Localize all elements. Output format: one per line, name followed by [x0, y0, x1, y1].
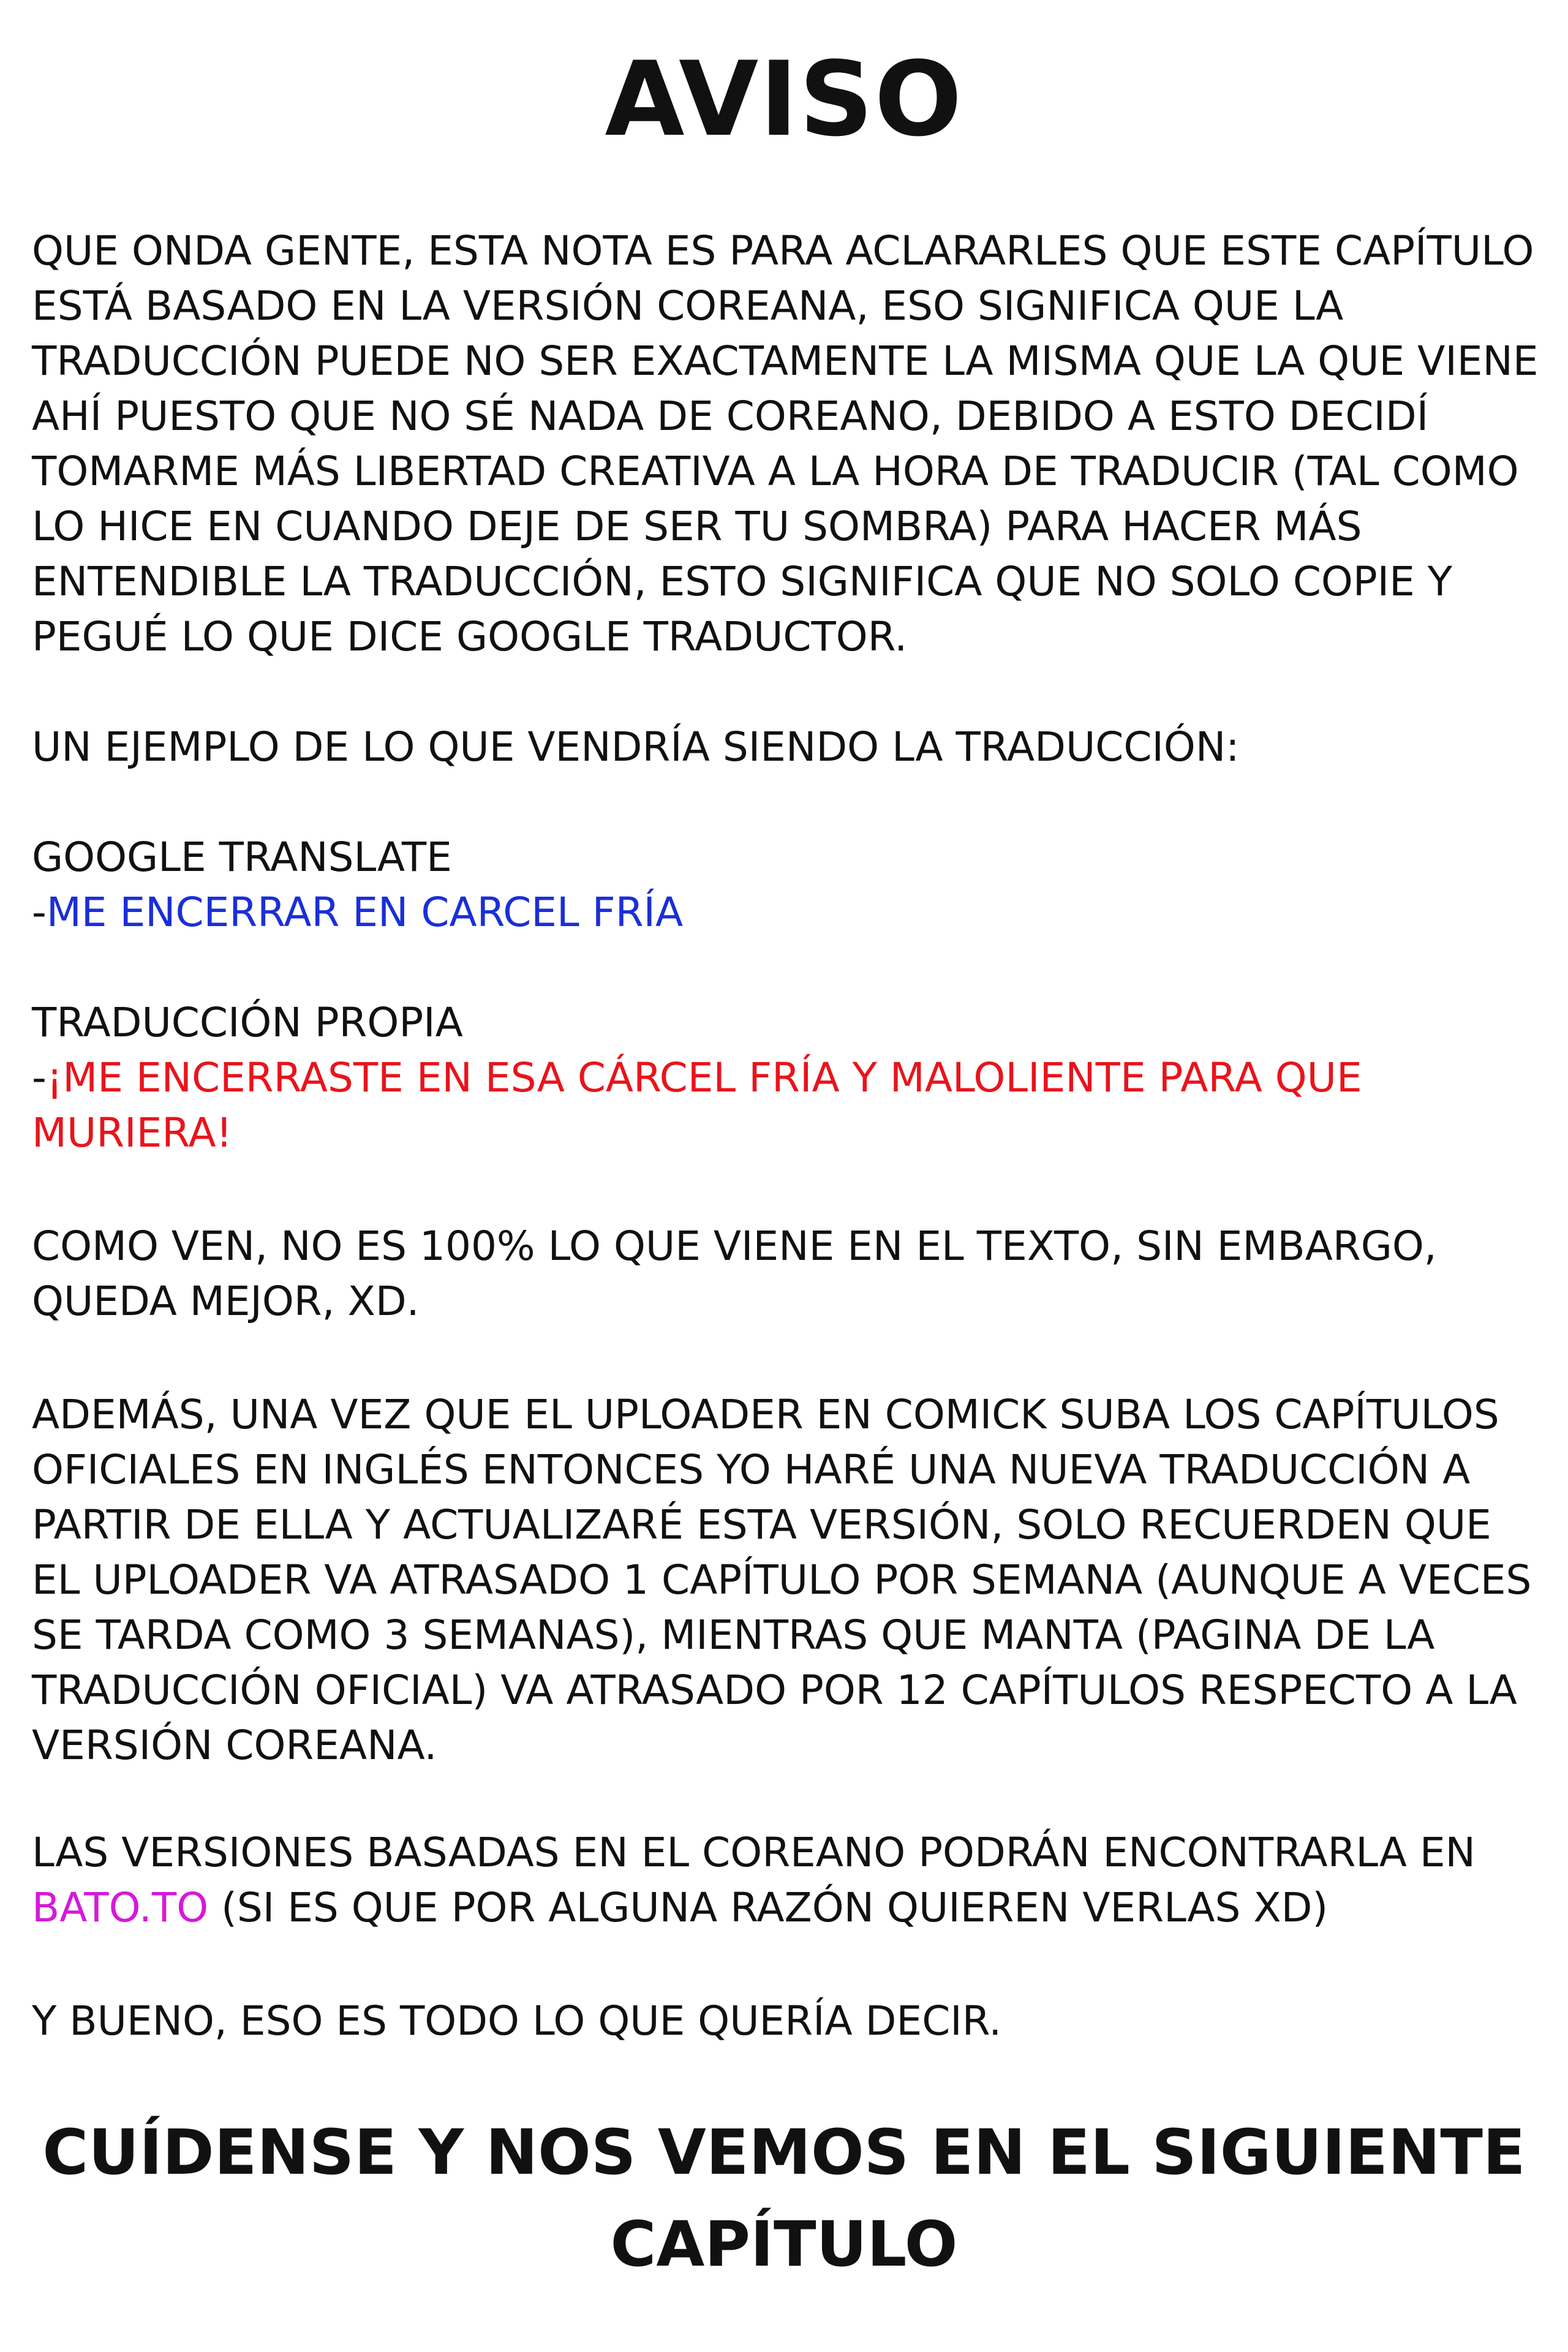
page-title: AVISO — [605, 39, 963, 159]
intro-paragraph — [32, 224, 1545, 665]
example-intro-text: UN EJEMPLO DE LO QUE VENDRÍA SIENDO LA TRADUCCIÓN: — [32, 723, 1240, 771]
google-dash: - — [32, 889, 47, 936]
outro-paragraph — [32, 1994, 1545, 2049]
closing-heading: CUÍDENSE Y NOS VEMOS EN EL SIGUIENTE CAPÍTULO — [42, 2116, 1526, 2281]
own-dash: - — [32, 1054, 47, 1101]
korean-versions-paragraph — [32, 1825, 1545, 1936]
google-translate-line — [32, 885, 1545, 940]
comparison-paragraph — [32, 1219, 1545, 1329]
own-translation-example — [32, 995, 1545, 1161]
korean-versions-line — [32, 1825, 1545, 1936]
google-translate-example — [32, 830, 1545, 940]
update-note-paragraph — [32, 1387, 1545, 1773]
example-intro-paragraph — [32, 720, 1545, 775]
own-translation-label: TRADUCCIÓN PROPIA — [32, 999, 463, 1046]
bato-link[interactable]: BATO.TO — [32, 1884, 209, 1931]
outro-text: Y BUENO, ESO ES TODO LO QUE QUERÍA DECIR. — [32, 1997, 1002, 2045]
korean-versions-before: LAS VERSIONES BASADAS EN EL COREANO PODRÁN ENCONTRARLA EN — [32, 1829, 1476, 1876]
korean-versions-after: (SI ES QUE POR ALGUNA RAZÓN QUIEREN VERLAS XD) — [208, 1884, 1329, 1931]
google-translate-label: GOOGLE TRANSLATE — [32, 834, 452, 881]
google-translate-text: ME ENCERRAR EN CARCEL FRÍA — [46, 889, 684, 936]
comparison-text: COMO VEN, NO ES 100% LO QUE VIENE EN EL TEXTO, SIN EMBARGO, QUEDA MEJOR, XD. — [32, 1223, 1437, 1325]
update-note-text: ADEMÁS, UNA VEZ QUE EL UPLOADER EN COMICK SUBA LOS CAPÍTULOS OFICIALES EN INGLÉS ENTONCES YO HARÉ UNA NUEVA TRADUCCIÓN A PARTIR DE ELLA Y ACTUALIZARÉ ESTA VERSIÓN, SOLO RECUERDEN QUE EL UPLOADER VA ATRASADO 1 CAPÍTULO POR SEMANA (AUNQUE A VECES SE TARDA COMO 3 SEMANAS), MIENTRAS QUE MANTA (PAGINA DE LA TRADUCCIÓN OFICIAL) VA ATRASADO POR 12 CAPÍTULOS RESPECTO A LA VERSIÓN COREANA. — [32, 1391, 1532, 1769]
intro-text: QUE ONDA GENTE, ESTA NOTA ES PARA ACLARARLES QUE ESTE CAPÍTULO ESTÁ BASADO EN LA VERSIÓN COREANA, ESO SIGNIFICA QUE LA TRADUCCIÓN PUEDE NO SER EXACTAMENTE LA MISMA QUE LA QUE VIENE AHÍ PUESTO QUE NO SÉ NADA DE COREANO, DEBIDO A ESTO DECIDÍ TOMARME MÁS LIBERTAD CREATIVA A LA HORA DE TRADUCIR (TAL COMO LO HICE EN CUANDO DEJE DE SER TU SOMBRA) PARA HACER MÁS ENTENDIBLE LA TRADUCCIÓN, ESTO SIGNIFICA QUE NO SOLO COPIE Y PEGUÉ LO QUE DICE GOOGLE TRADUCTOR. — [32, 227, 1539, 660]
own-translation-line — [32, 1050, 1545, 1161]
own-translation-text: ¡ME ENCERRASTE EN ESA CÁRCEL FRÍA Y MALOLIENTE PARA QUE MURIERA! — [32, 1054, 1362, 1156]
